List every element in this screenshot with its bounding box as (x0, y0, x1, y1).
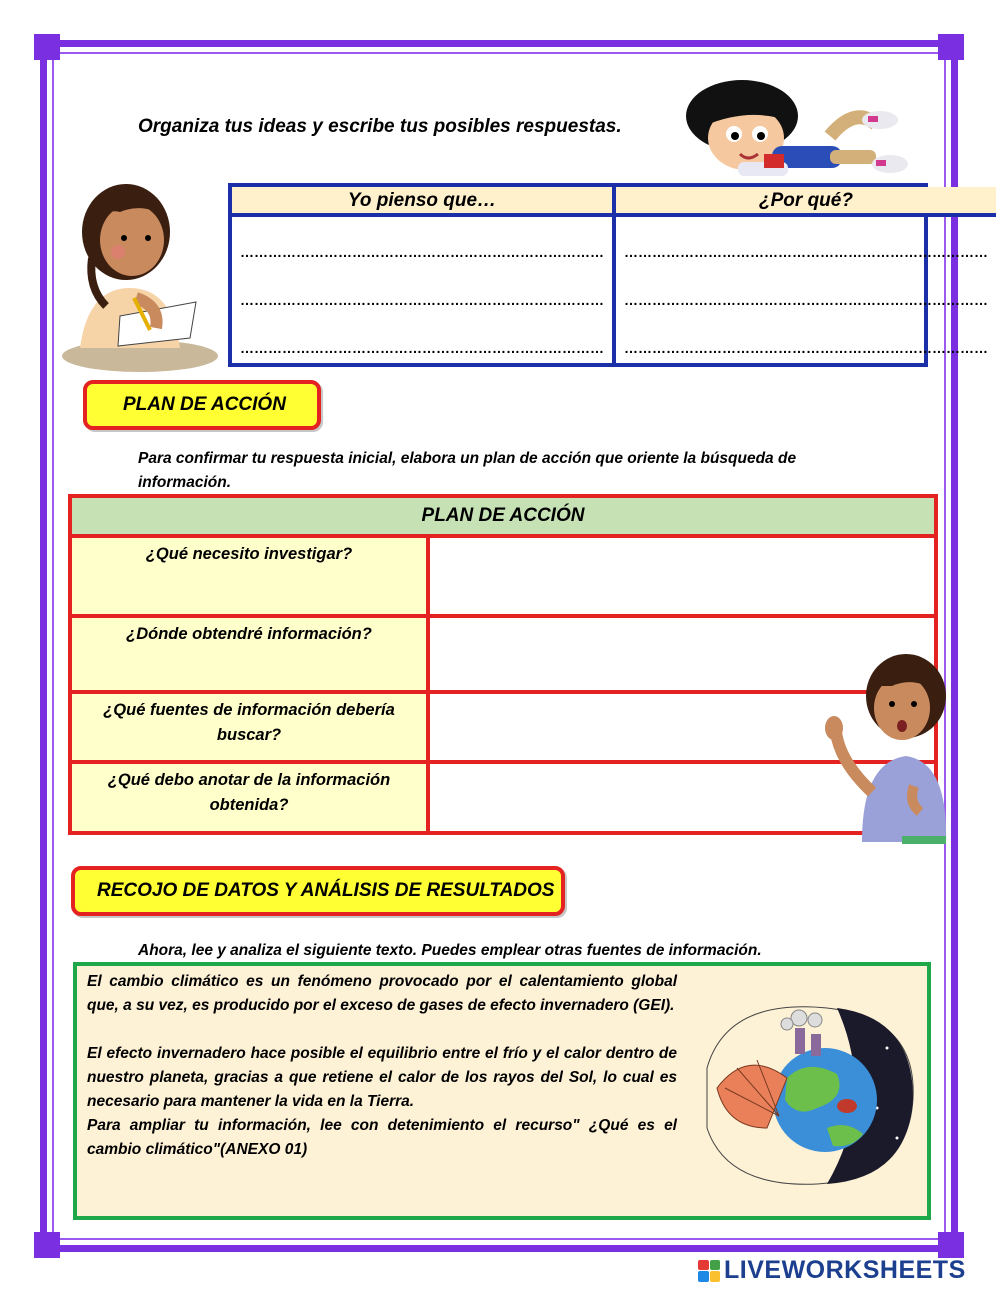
ideas-column-header-why: ¿Por qué? (616, 187, 996, 217)
plan-intro: Para confirmar tu respuesta inicial, elabora un plan de acción que oriente la búsqueda de información. (138, 450, 797, 491)
liveworksheets-logo (698, 1256, 966, 1285)
plan-question: ¿Qué fuentes de información debería buscar? (72, 694, 430, 760)
plan-badge: PLAN DE ACCIÓN (83, 380, 321, 430)
plan-row (72, 764, 934, 831)
frame-corner-br (938, 1232, 964, 1258)
reading-box (73, 962, 931, 1220)
plan-row (72, 618, 934, 694)
earth-climate-illustration (687, 988, 923, 1188)
data-analysis-badge: RECOJO DE DATOS Y ANÁLISIS DE RESULTADOS (71, 866, 565, 916)
dotted-line: …………………………………………………………………… (240, 340, 604, 356)
dotted-line: …………………………………………………………………… (624, 340, 988, 356)
ideas-column-header-think: Yo pienso que… (232, 187, 612, 217)
girl-writing-illustration (60, 178, 220, 374)
dotted-line: …………………………………………………………………… (240, 244, 604, 260)
plan-row (72, 694, 934, 764)
logo-text: LIVEWORKSHEETS (724, 1256, 966, 1284)
plan-row (72, 538, 934, 618)
girl-talking-illustration (822, 652, 950, 844)
reading-paragraph-2: El efecto invernadero hace posible el equilibrio entre el frío y el calor dentro de nuestro planeta, gracias a que retiene el calor de los rayos del Sol, lo cual es necesario para mantener la vida en la Tierra. (87, 1045, 677, 1110)
logo-mark-icon (698, 1260, 720, 1282)
intro-instruction: Organiza tus ideas y escribe tus posibles respuestas. (138, 116, 622, 137)
dotted-line: …………………………………………………………………… (624, 292, 988, 308)
dotted-line: …………………………………………………………………… (624, 244, 988, 260)
frame-corner-bl (34, 1232, 60, 1258)
frame-corner-tr (938, 34, 964, 60)
plan-question: ¿Qué debo anotar de la información obtenida? (72, 764, 430, 831)
ideas-column-think (232, 187, 612, 363)
plan-question: ¿Qué necesito investigar? (72, 538, 430, 614)
reading-text (87, 970, 677, 1162)
think-answer-area[interactable] (232, 217, 612, 381)
boy-lying-illustration (680, 76, 910, 186)
plan-table (68, 494, 938, 835)
ideas-table (228, 183, 988, 367)
why-answer-area[interactable] (616, 217, 996, 381)
reading-intro: Ahora, lee y analiza el siguiente texto. Puedes emplear otras fuentes de información. (138, 942, 762, 959)
frame-corner-tl (34, 34, 60, 60)
reading-paragraph-1: El cambio climático es un fenómeno provocado por el calentamiento global que, a su vez, es producido por el exceso de gases de efecto invernadero (GEI). (87, 973, 677, 1014)
plan-question: ¿Dónde obtendré información? (72, 618, 430, 690)
plan-answer-cell[interactable] (430, 538, 934, 614)
ideas-column-why (612, 187, 996, 363)
dotted-line: …………………………………………………………………… (240, 292, 604, 308)
plan-table-header: PLAN DE ACCIÓN (72, 498, 934, 538)
reading-paragraph-3: Para ampliar tu información, lee con detenimiento el recurso" ¿Qué es el cambio climático"(ANEXO 01) (87, 1117, 677, 1158)
